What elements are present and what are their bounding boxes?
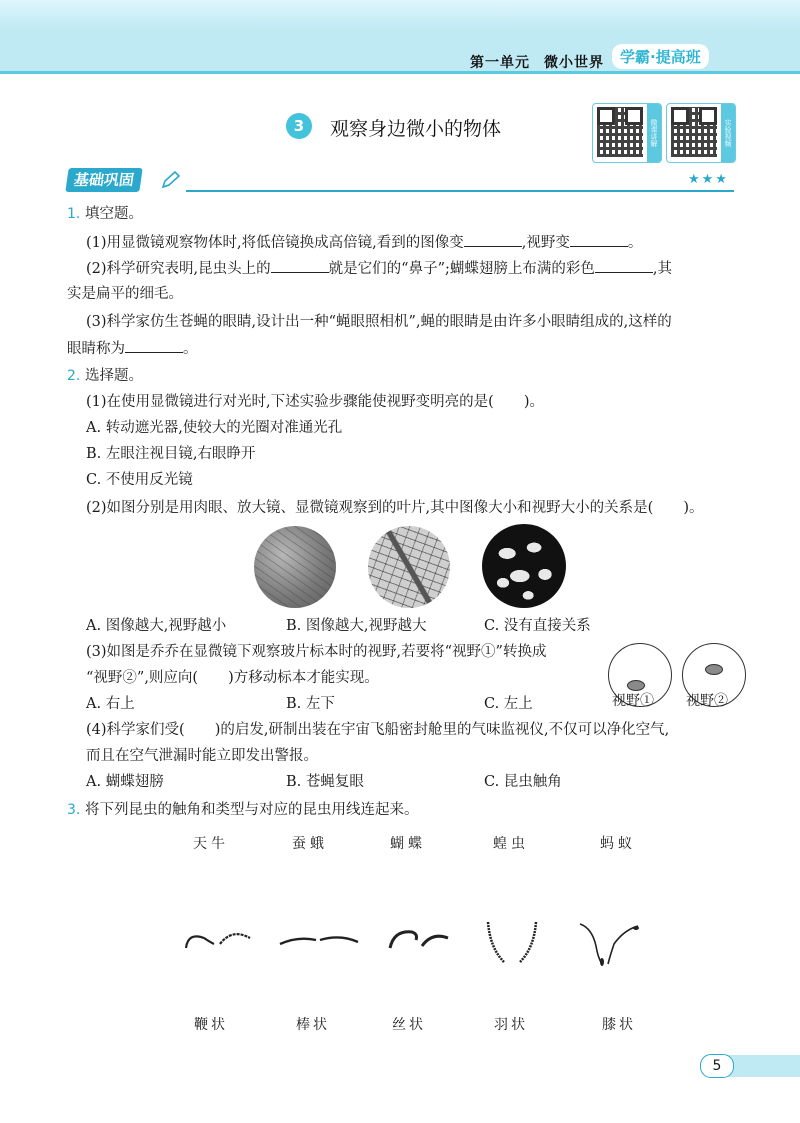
q2-item4-option-b: B. 苍蝇复眼	[286, 774, 364, 790]
answer-blank[interactable]	[125, 338, 183, 353]
q2-item3-cont	[86, 668, 379, 688]
leaf-microscope-image	[482, 524, 566, 608]
q2-title	[67, 366, 143, 386]
lesson-number-badge: 3	[286, 113, 312, 139]
qr-side-label: 微课讲解	[647, 104, 661, 162]
difficulty-stars: ★★★	[688, 172, 729, 187]
antenna-whip-icon	[180, 918, 256, 968]
answer-blank[interactable]	[271, 258, 329, 273]
q1-item1-end: 。	[627, 235, 643, 251]
q3-title	[67, 800, 418, 820]
q2-item3-text: “视野②”,则应向(	[86, 670, 199, 686]
q2-item3-option-c: C. 左上	[484, 696, 533, 712]
insect-name[interactable]: 蝴蝶	[390, 836, 426, 852]
antenna-type-label[interactable]: 羽状	[494, 1017, 528, 1033]
q2-item1-option-c: C. 不使用反光镜	[86, 472, 193, 488]
brand-logo: 学霸·提高班	[612, 44, 709, 69]
qr-code-lecture[interactable]	[592, 103, 662, 163]
q2-item2-option-c: C. 没有直接关系	[484, 618, 591, 634]
q1-item1-text2: ,视野变	[521, 235, 570, 251]
q2-item2-option-a: A. 图像越大,视野越小	[86, 618, 227, 634]
q1-item2	[86, 258, 672, 279]
antenna-thread-icon	[384, 918, 454, 968]
q2-item4-text2: )的启发,研制出装在宇宙飞船密封舱里的气味监视仪,不仅可以净化空气,	[214, 722, 670, 738]
insect-name[interactable]: 蚂蚁	[600, 836, 636, 852]
q2-number: 2.	[67, 368, 81, 384]
q2-item2-end: )。	[683, 500, 704, 516]
lesson-title: 观察身边微小的物体	[330, 118, 502, 140]
leaf-magnifier-image	[368, 526, 450, 608]
insect-name[interactable]: 蝗虫	[493, 836, 529, 852]
answer-blank[interactable]	[595, 258, 653, 273]
q1-number: 1.	[67, 206, 81, 222]
antenna-elbow-icon	[574, 918, 644, 972]
antenna-type-label[interactable]: 棒状	[296, 1017, 330, 1033]
q1-item2-text2: 就是它们的“鼻子”;蝴蝶翅膀上布满的彩色	[328, 261, 595, 277]
page-number: 5	[700, 1054, 734, 1078]
q1-item2-cont: 实是扁平的细毛。	[67, 286, 183, 302]
view-field-2-label: 视野②	[686, 693, 728, 709]
unit-title	[470, 52, 618, 72]
q2-item1-end: )。	[523, 394, 544, 410]
q2-item2	[86, 498, 703, 518]
q2-item1	[86, 392, 544, 412]
q2-item2-text: (2)如图分别是用肉眼、放大镜、显微镜观察到的叶片,其中图像大小和视野大小的关系是(	[86, 500, 654, 516]
qr-code-icon	[671, 107, 717, 157]
view-field-1-label: 视野①	[612, 693, 654, 709]
q1-item3-cont	[67, 338, 198, 359]
q3-number: 3.	[67, 802, 81, 818]
answer-blank[interactable]	[570, 232, 628, 247]
unit-name: 微小世界	[544, 55, 604, 71]
q1-item1	[86, 232, 642, 253]
antenna-club-icon	[276, 918, 362, 968]
q2-item1-option-b: B. 左眼注视目镜,右眼睁开	[86, 446, 256, 462]
q3-title-text: 将下列昆虫的触角和类型与对应的昆虫用线连起来。	[84, 802, 419, 818]
q2-item4	[86, 720, 669, 740]
q1-item2-end: ,其	[652, 261, 672, 277]
qr-code-experiment[interactable]	[666, 103, 736, 163]
q2-item4-option-c: C. 昆虫触角	[484, 774, 562, 790]
q2-item4-cont: 而且在空气泄漏时能立即发出警报。	[86, 748, 318, 764]
q2-item3: (3)如图是乔乔在显微镜下观察玻片标本时的视野,若要将“视野①”转换成	[86, 644, 547, 660]
q1-item2-text: (2)科学研究表明,昆虫头上的	[86, 261, 271, 277]
insect-name[interactable]: 天牛	[193, 836, 229, 852]
antenna-feather-icon	[482, 918, 542, 972]
q2-item3-option-a: A. 右上	[86, 696, 135, 712]
section-rule	[186, 190, 734, 192]
q2-item3-option-b: B. 左下	[286, 696, 335, 712]
q1-title	[67, 204, 143, 224]
leaf-naked-eye-image	[254, 526, 336, 608]
q1-item3-end: 。	[183, 341, 198, 357]
antenna-type-label[interactable]: 膝状	[602, 1017, 636, 1033]
q2-item4-option-a: A. 蝴蝶翅膀	[86, 774, 164, 790]
antenna-type-label[interactable]: 丝状	[392, 1017, 426, 1033]
specimen-spot	[705, 664, 723, 675]
q2-item1-option-a: A. 转动遮光器,使较大的光圈对准通光孔	[86, 420, 343, 436]
section-label: 基础巩固	[65, 168, 142, 192]
answer-blank[interactable]	[464, 232, 522, 247]
q1-item3: (3)科学家仿生苍蝇的眼睛,设计出一种“蝇眼照相机”,蝇的眼睛是由许多小眼睛组成的,这样的	[86, 314, 672, 330]
q1-item3-text: 眼睛称为	[67, 341, 125, 357]
q1-item1-text: (1)用显微镜观察物体时,将低倍镜换成高倍镜,看到的图像变	[86, 235, 464, 251]
insect-name[interactable]: 蚕蛾	[292, 836, 328, 852]
pencil-icon	[160, 170, 182, 190]
q2-title-text: 选择题。	[84, 368, 143, 384]
q2-item3-end: )方移动标本才能实现。	[228, 670, 379, 686]
q2-item4-text: (4)科学家们受(	[86, 722, 185, 738]
q1-title-text: 填空题。	[84, 206, 143, 222]
unit-number: 第一单元	[470, 55, 530, 71]
antenna-type-label[interactable]: 鞭状	[194, 1017, 228, 1033]
qr-code-icon	[597, 107, 643, 157]
q2-item2-option-b: B. 图像越大,视野越大	[286, 618, 427, 634]
q2-item1-text: (1)在使用显微镜进行对光时,下述实验步骤能使视野变明亮的是(	[86, 394, 494, 410]
qr-side-label: 实验视频	[721, 104, 735, 162]
